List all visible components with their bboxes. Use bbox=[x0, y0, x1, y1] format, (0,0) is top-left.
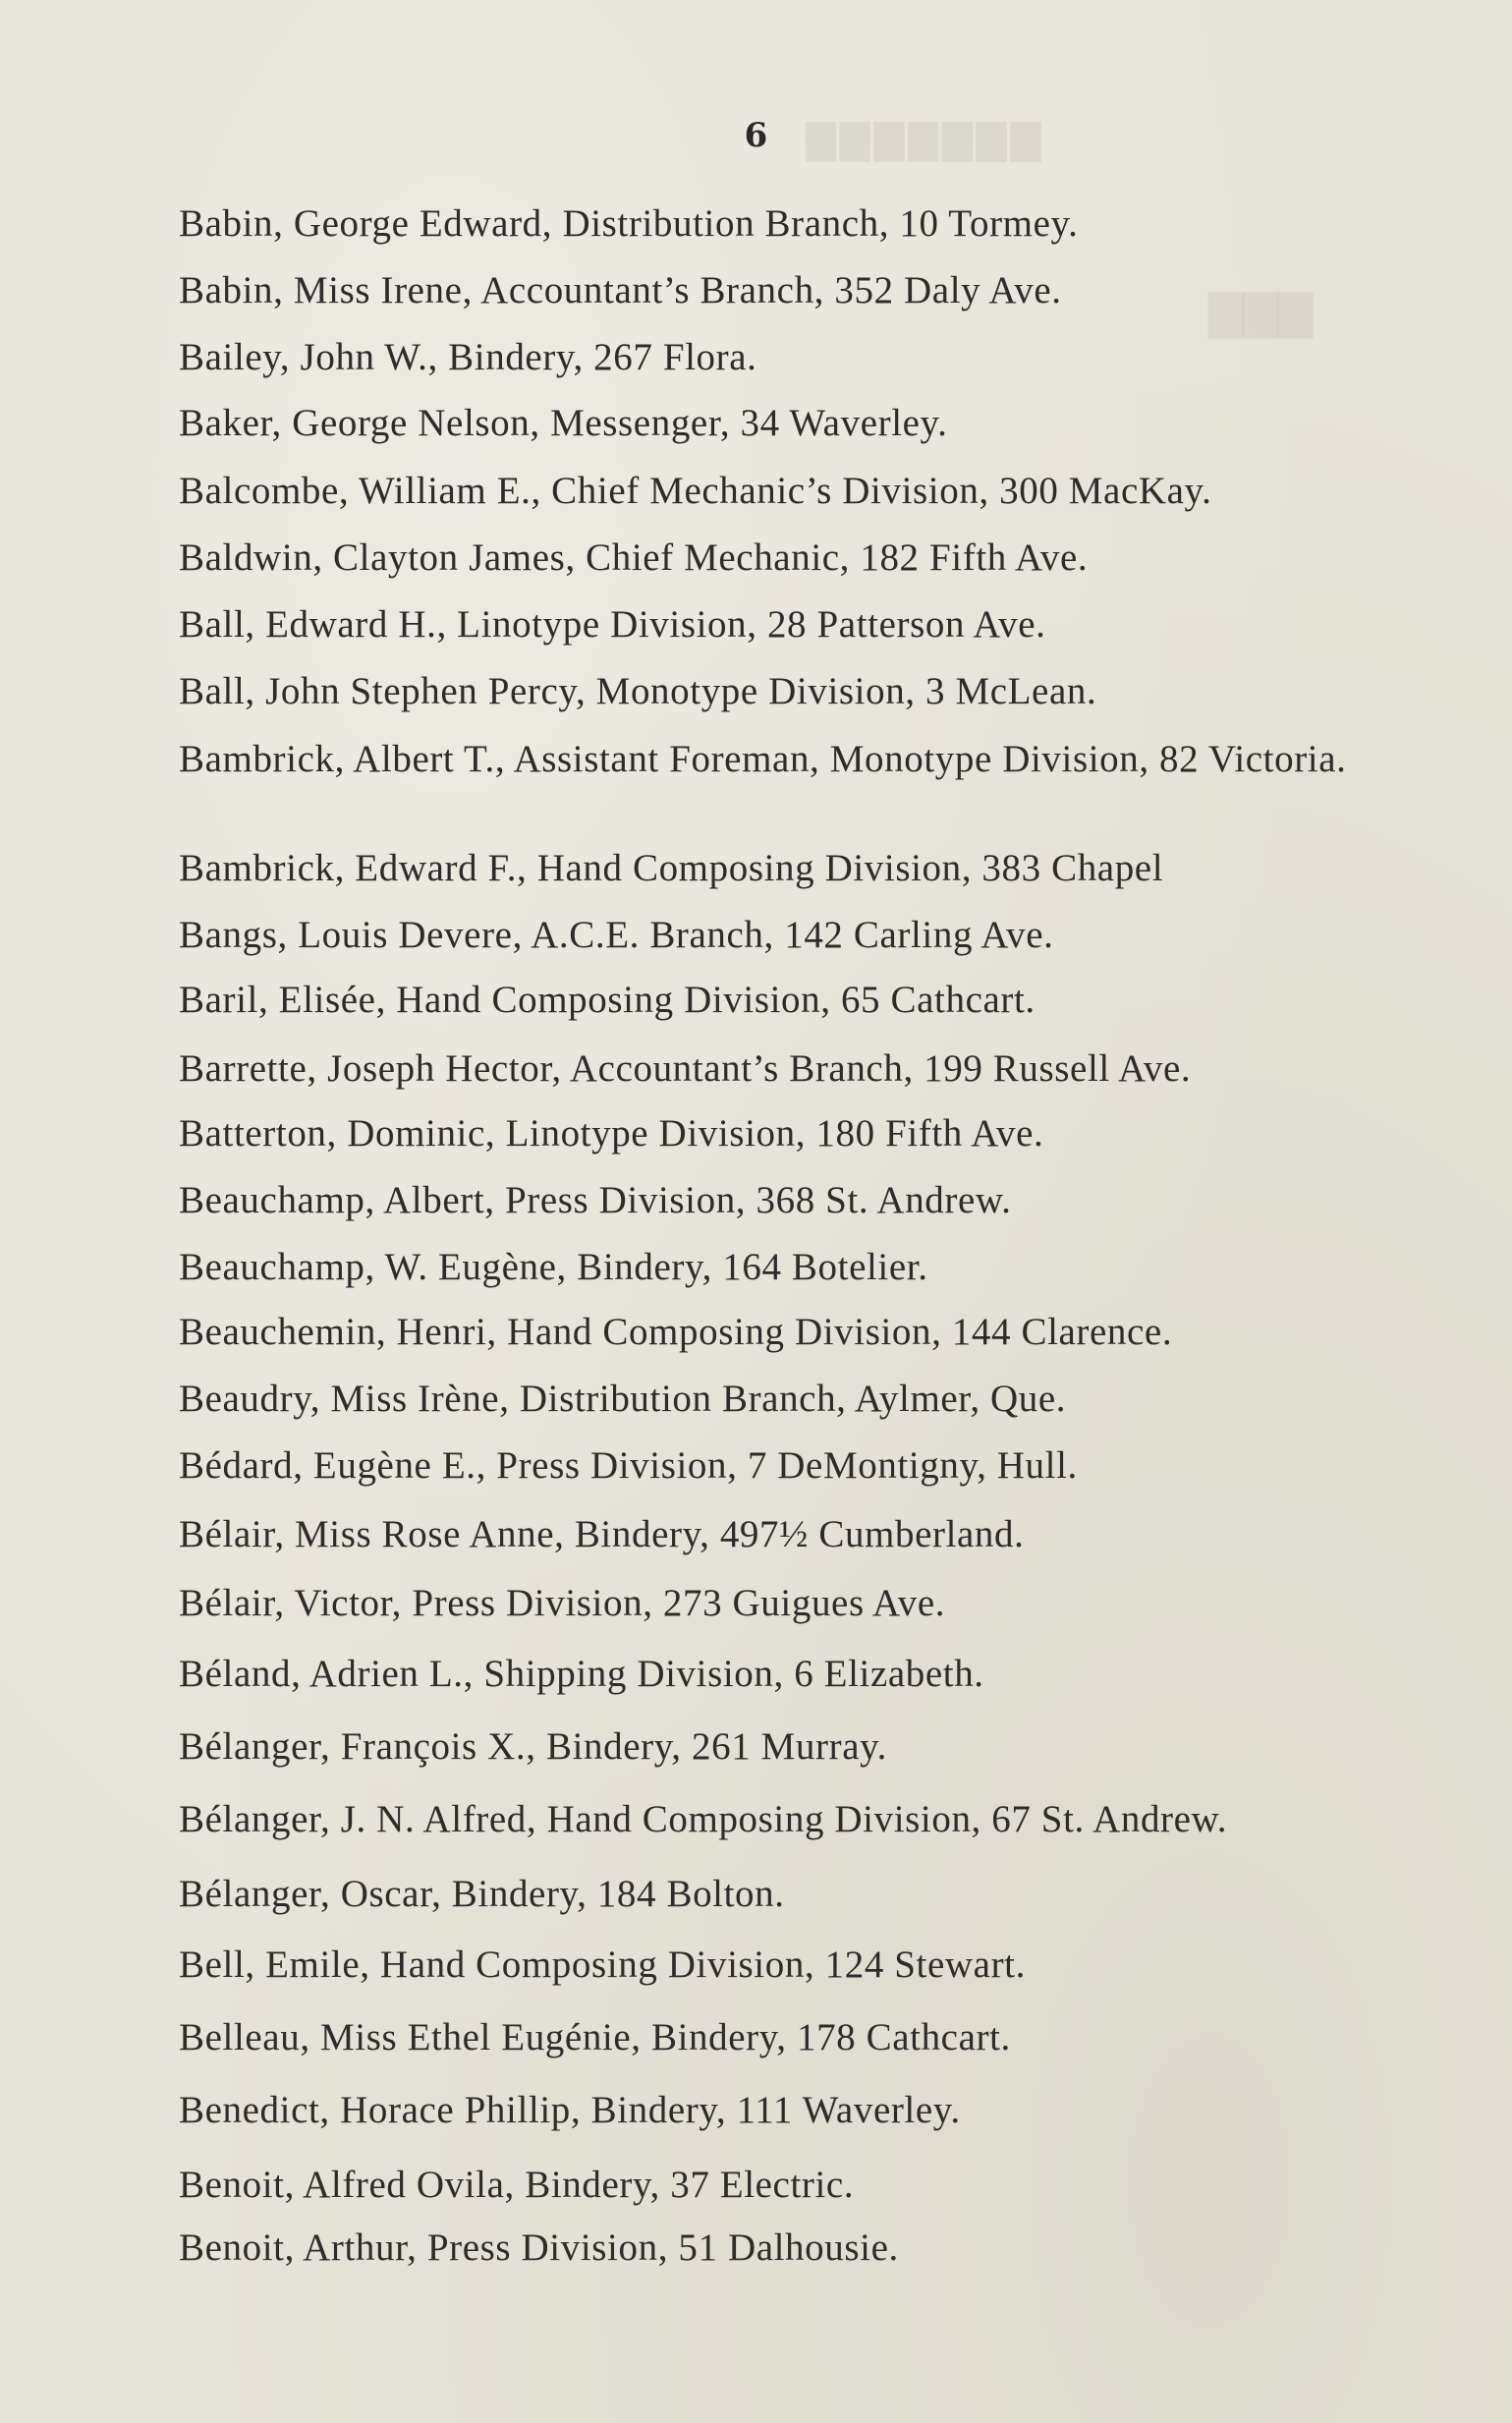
directory-entry: Ball, Edward H., Linotype Division, 28 Patterson Ave. bbox=[179, 603, 1046, 646]
directory-entry: Belleau, Miss Ethel Eugénie, Bindery, 178 Cathcart. bbox=[179, 2016, 1011, 2058]
directory-entry: Baker, George Nelson, Messenger, 34 Waverley. bbox=[179, 402, 948, 444]
directory-entry: Bélair, Victor, Press Division, 273 Guigues Ave. bbox=[179, 1582, 946, 1624]
directory-entry: Bangs, Louis Devere, A.C.E. Branch, 142 Carling Ave. bbox=[179, 914, 1054, 956]
bleed-through-text: ▇▇▇▇▇▇▇ bbox=[806, 117, 1045, 161]
directory-entry: Babin, George Edward, Distribution Branch, 10 Tormey. bbox=[179, 202, 1079, 245]
directory-entry: Bélanger, François X., Bindery, 261 Murray. bbox=[179, 1725, 888, 1768]
directory-entry: Benedict, Horace Phillip, Bindery, 111 Waverley. bbox=[179, 2089, 961, 2131]
directory-entry: Bailey, John W., Bindery, 267 Flora. bbox=[179, 336, 757, 378]
directory-entry: Beaudry, Miss Irène, Distribution Branch, Aylmer, Que. bbox=[179, 1378, 1067, 1420]
directory-entry: Beauchamp, Albert, Press Division, 368 St. Andrew. bbox=[179, 1179, 1012, 1221]
directory-entry: Bélair, Miss Rose Anne, Bindery, 497½ Cumberland. bbox=[179, 1513, 1025, 1555]
directory-entry: Beauchamp, W. Eugène, Bindery, 164 Botelier. bbox=[179, 1246, 928, 1288]
directory-entry: Bambrick, Albert T., Assistant Foreman, Monotype Division, 82 Victoria. bbox=[179, 738, 1347, 780]
directory-entry: Ball, John Stephen Percy, Monotype Division, 3 McLean. bbox=[179, 670, 1097, 712]
page-number: 6 bbox=[744, 116, 768, 155]
directory-entry: Bélanger, J. N. Alfred, Hand Composing Division, 67 St. Andrew. bbox=[179, 1798, 1228, 1840]
directory-entry: Béland, Adrien L., Shipping Division, 6 Elizabeth. bbox=[179, 1653, 984, 1695]
directory-entry: Barrette, Joseph Hector, Accountant’s Branch, 199 Russell Ave. bbox=[179, 1047, 1192, 1090]
directory-entry: Beauchemin, Henri, Hand Composing Division, 144 Clarence. bbox=[179, 1311, 1173, 1353]
directory-entry: Bambrick, Edward F., Hand Composing Division, 383 Chapel bbox=[179, 847, 1164, 889]
directory-entry: Bélanger, Oscar, Bindery, 184 Bolton. bbox=[179, 1873, 785, 1915]
directory-entry: Batterton, Dominic, Linotype Division, 180 Fifth Ave. bbox=[179, 1112, 1044, 1155]
directory-entry: Benoit, Alfred Ovila, Bindery, 37 Electric. bbox=[179, 2164, 855, 2206]
directory-entry: Baril, Elisée, Hand Composing Division, 65 Cathcart. bbox=[179, 979, 1036, 1021]
directory-entry: Baldwin, Clayton James, Chief Mechanic, 182 Fifth Ave. bbox=[179, 536, 1089, 579]
directory-entry: Bell, Emile, Hand Composing Division, 124 Stewart. bbox=[179, 1944, 1026, 1986]
directory-entry: Bédard, Eugène E., Press Division, 7 DeMontigny, Hull. bbox=[179, 1444, 1078, 1487]
bleed-through-text: ▇▇▇ bbox=[1208, 287, 1314, 337]
directory-entry: Benoit, Arthur, Press Division, 51 Dalhousie. bbox=[179, 2226, 899, 2269]
directory-entry: Babin, Miss Irene, Accountant’s Branch, 352 Daly Ave. bbox=[179, 269, 1062, 311]
directory-entry: Balcombe, William E., Chief Mechanic’s Division, 300 MacKay. bbox=[179, 470, 1212, 512]
